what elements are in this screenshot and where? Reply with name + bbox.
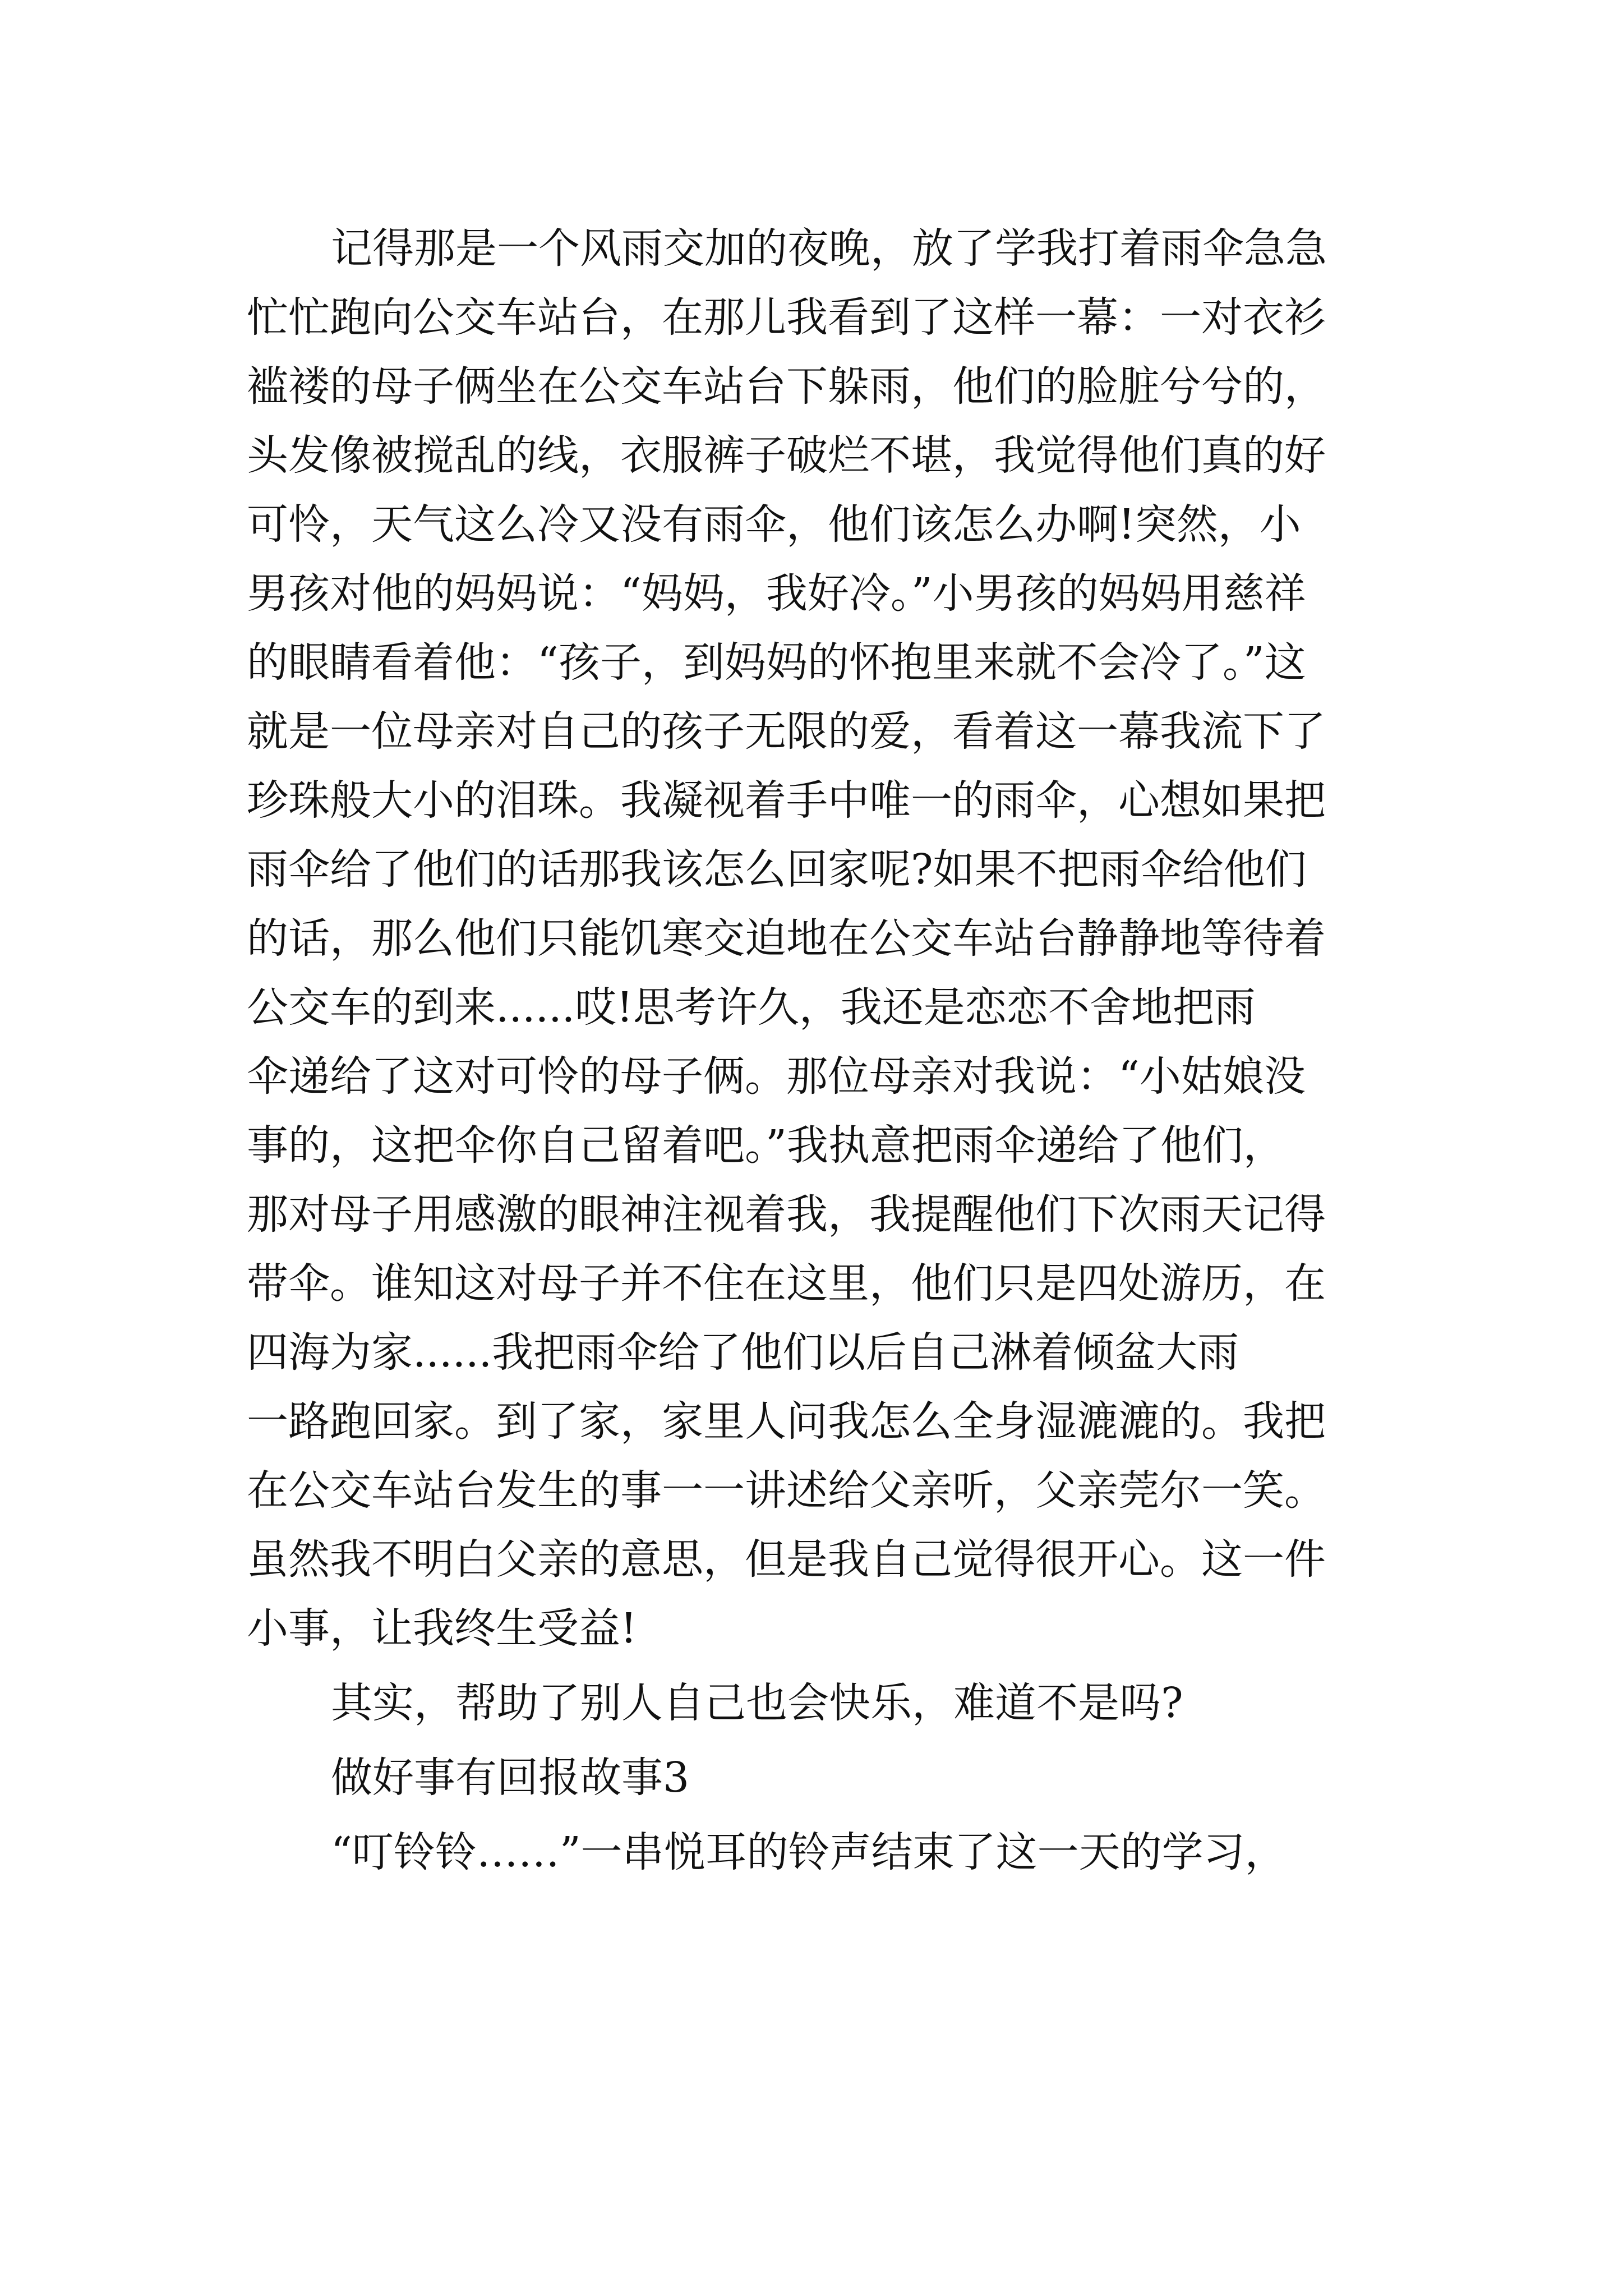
paragraph-1-line-19: 在公交车站台发生的事一一讲述给父亲听，父亲莞尔一笑。	[247, 1466, 1326, 1515]
story-heading: 做好事有回报故事3	[331, 1754, 690, 1802]
paragraph-1-line-15: 那对母子用感激的眼神注视着我，我提醒他们下次雨天记得	[247, 1190, 1326, 1239]
paragraph-1-line-5: 可怜，天气这么冷又没有雨伞，他们该怎么办啊!突然，小	[247, 500, 1301, 549]
paragraph-1-line-21: 小事，让我终生受益!	[247, 1604, 637, 1653]
paragraph-1-line-11: 的话，那么他们只能饥寒交迫地在公交车站台静静地等待着	[247, 914, 1326, 963]
paragraph-1-line-3: 褴褛的母子俩坐在公交车站台下躲雨，他们的脸脏兮兮的，	[247, 362, 1326, 411]
paragraph-1-line-2: 忙忙跑向公交车站台，在那儿我看到了这样一幕：一对衣衫	[247, 293, 1326, 342]
story-text	[247, 214, 1413, 1887]
paragraph-2: 其实，帮助了别人自己也会快乐，难道不是吗?	[331, 1679, 1183, 1727]
paragraph-1-line-4: 头发像被搅乱的线，衣服裤子破烂不堪，我觉得他们真的好	[247, 431, 1326, 480]
paragraph-1-line-20: 虽然我不明白父亲的意思，但是我自己觉得很开心。这一件	[247, 1535, 1326, 1584]
paragraph-1-line-9: 珍珠般大小的泪珠。我凝视着手中唯一的雨伞，心想如果把	[247, 776, 1326, 825]
paragraph-3-line-1: “叮铃铃……”一串悦耳的铃声结束了这一天的学习，	[331, 1828, 1287, 1876]
paragraph-1-line-6: 男孩对他的妈妈说：“妈妈，我好冷。”小男孩的妈妈用慈祥	[247, 569, 1306, 618]
paragraph-1-line-12: 公交车的到来......哎!思考许久，我还是恋恋不舍地把雨	[247, 983, 1256, 1032]
paragraph-1-line-1: 记得那是一个风雨交加的夜晚，放了学我打着雨伞急急	[331, 224, 1327, 273]
paragraph-1-line-16: 带伞。谁知这对母子并不住在这里，他们只是四处游历，在	[247, 1259, 1326, 1308]
paragraph-1-line-18: 一路跑回家。到了家，家里人问我怎么全身湿漉漉的。我把	[247, 1397, 1326, 1446]
paragraph-1-line-8: 就是一位母亲对自己的孩子无限的爱，看着这一幕我流下了	[247, 707, 1326, 756]
paragraph-1-line-10: 雨伞给了他们的话那我该怎么回家呢?如果不把雨伞给他们	[247, 845, 1307, 894]
paragraph-1-line-13: 伞递给了这对可怜的母子俩。那位母亲对我说：“小姑娘没	[247, 1052, 1306, 1101]
paragraph-1-line-17: 四海为家......我把雨伞给了他们以后自己淋着倾盆大雨	[247, 1328, 1239, 1377]
paragraph-1-line-14: 事的，这把伞你自己留着吧。”我执意把雨伞递给了他们，	[247, 1121, 1285, 1170]
paragraph-1-line-7: 的眼睛看着他：“孩子，到妈妈的怀抱里来就不会冷了。”这	[247, 638, 1306, 687]
